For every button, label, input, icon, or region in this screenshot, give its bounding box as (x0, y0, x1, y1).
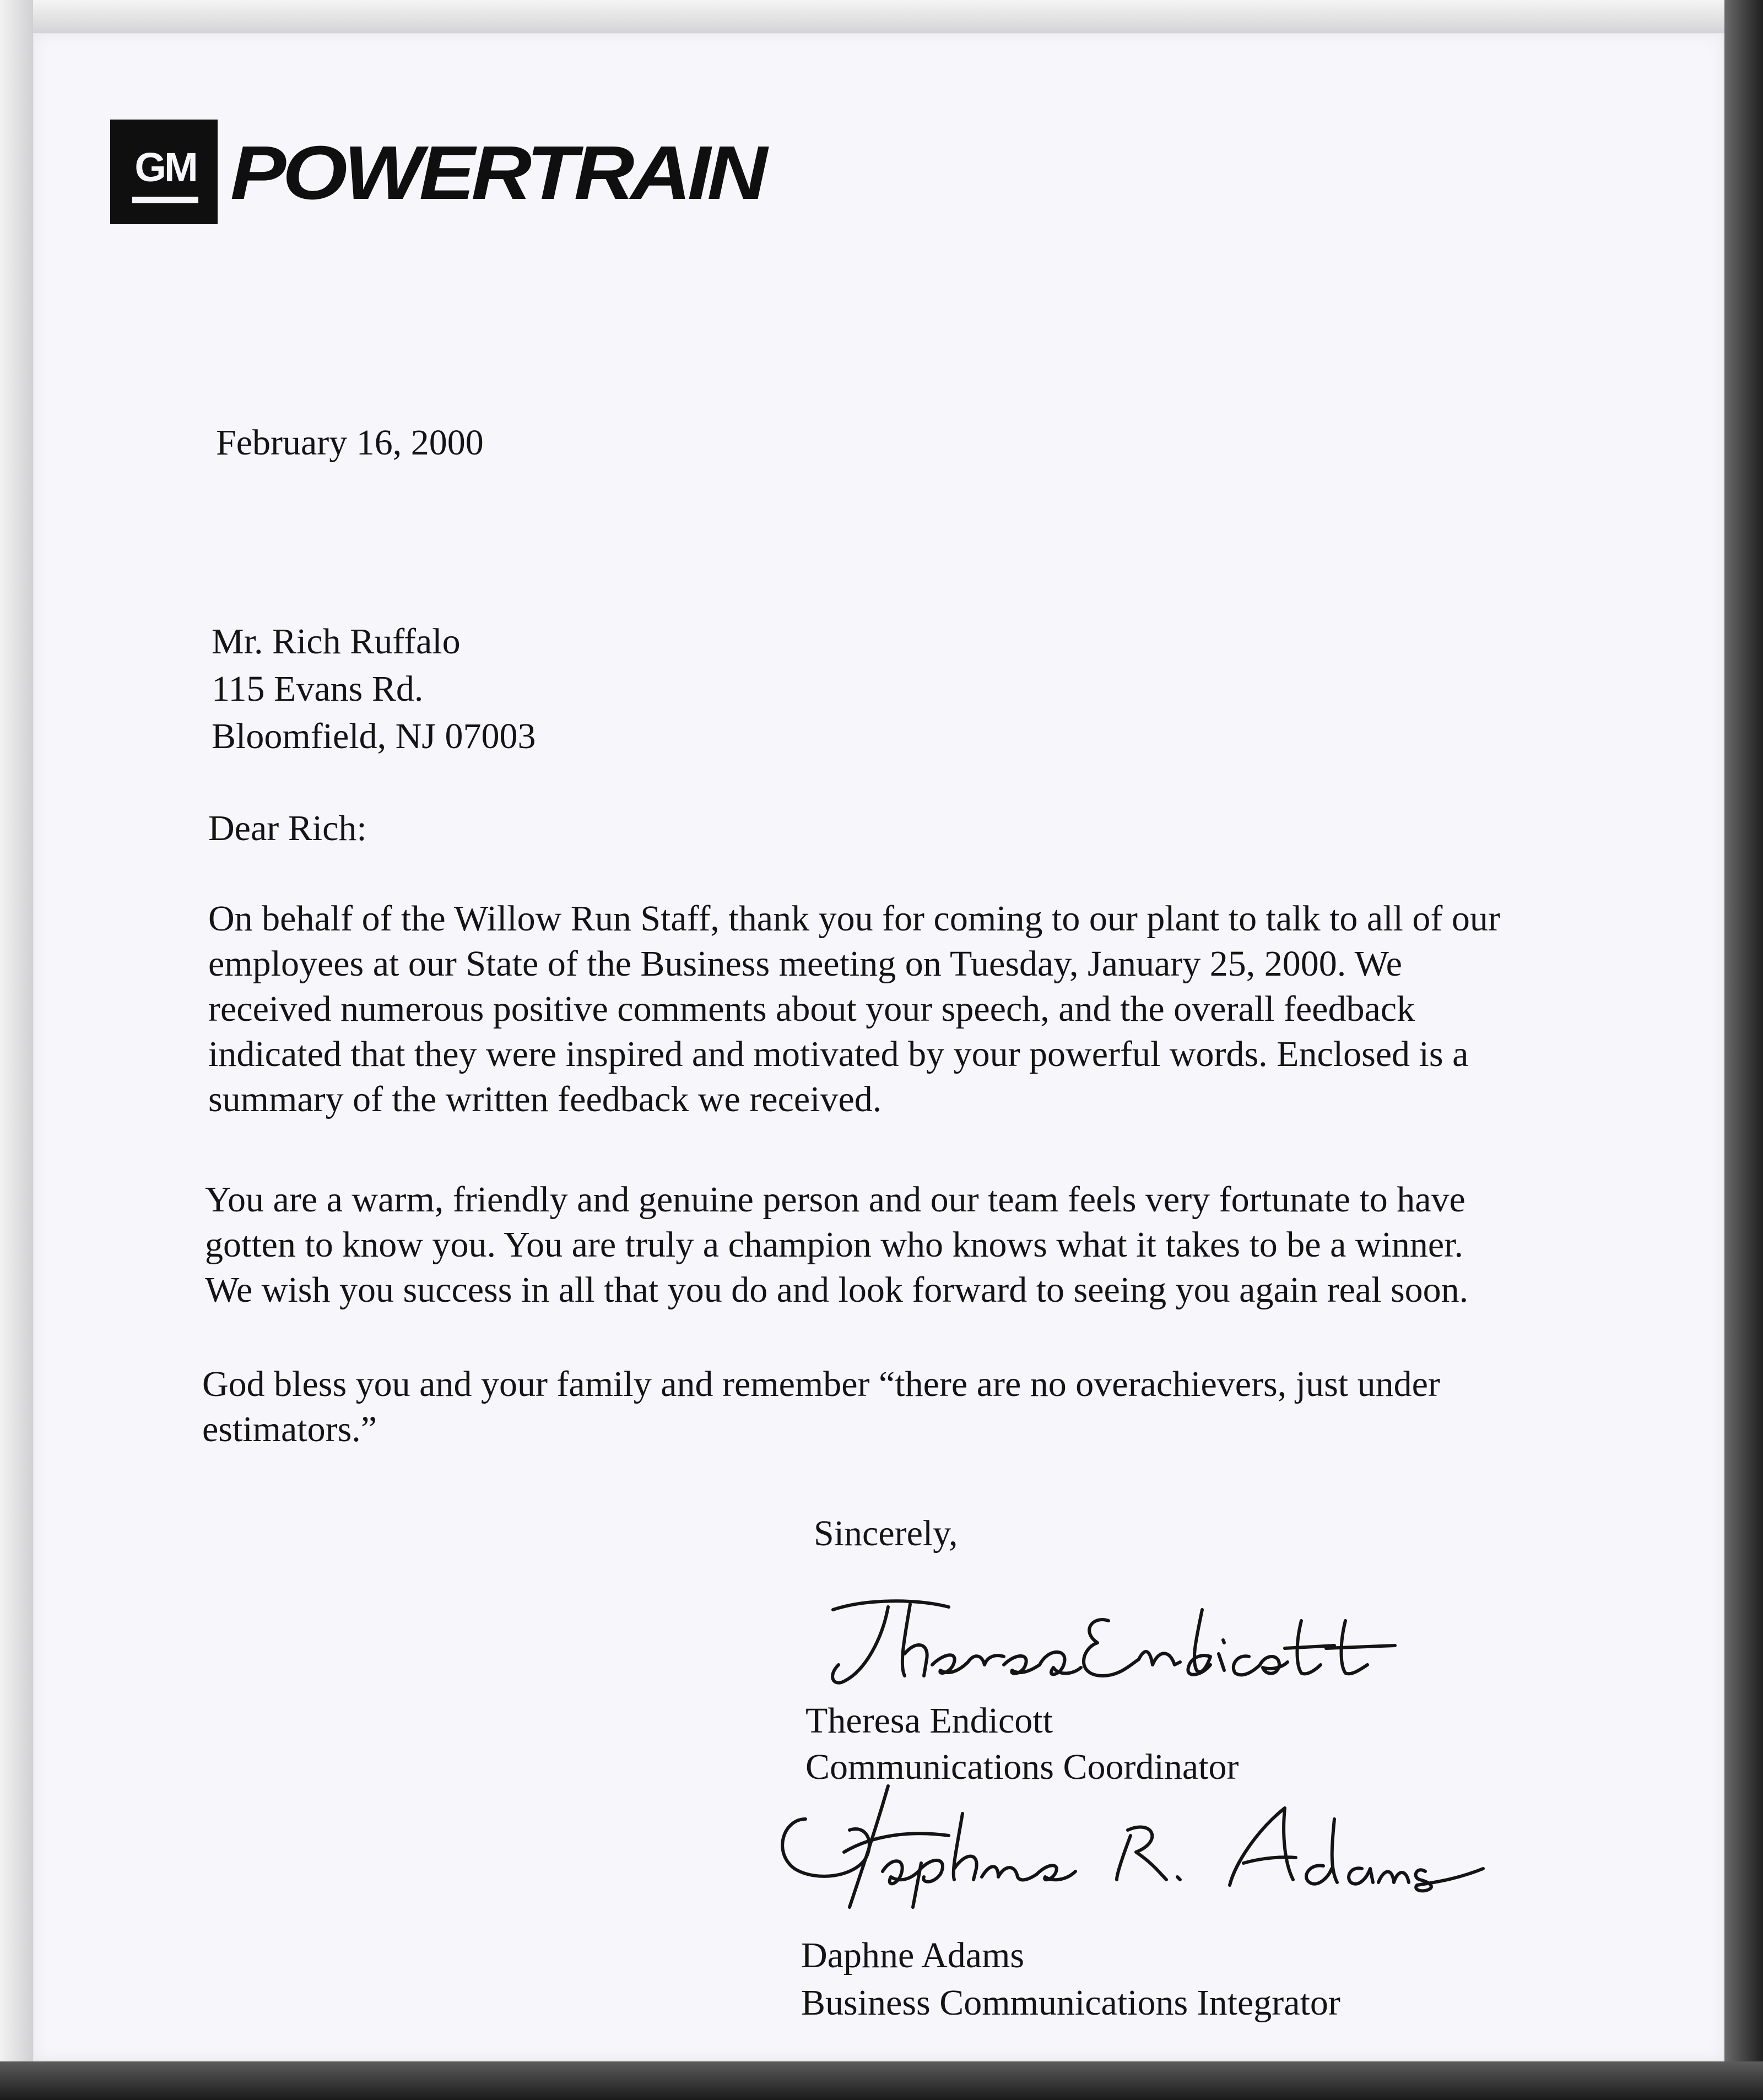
signatory-title: Business Communications Integrator (801, 1983, 1340, 2023)
paragraph-line: summary of the written feedback we received. (208, 1079, 882, 1119)
signatory-block-2 (801, 1932, 1340, 2027)
paragraph-line: received numerous positive comments about your speech, and the overall feedback (208, 989, 1415, 1029)
salutation: Dear Rich: (208, 808, 367, 848)
signatory-name: Daphne Adams (801, 1935, 1025, 1975)
body-paragraph-2 (205, 1177, 1468, 1313)
letter-date: February 16, 2000 (216, 423, 484, 463)
paragraph-line: You are a warm, friendly and genuine person and our team feels very fortunate to have (205, 1179, 1465, 1220)
company-wordmark: POWERTRAIN (230, 131, 764, 215)
signatory-name: Theresa Endicott (805, 1701, 1053, 1741)
signature-theresa-endicott (822, 1588, 1406, 1709)
body-paragraph-1 (208, 896, 1500, 1122)
recipient-street: 115 Evans Rd. (212, 669, 424, 709)
paragraph-line: On behalf of the Willow Run Staff, thank you for coming to our plant to talk to all of our (208, 899, 1500, 939)
recipient-address (212, 618, 536, 760)
frame-bevel-left (0, 0, 33, 2100)
paragraph-line: gotten to know you. You are truly a champion who knows what it takes to be a winner. (205, 1225, 1463, 1265)
frame-bevel-right (1724, 0, 1763, 2100)
paragraph-line: indicated that they were inspired and motivated by your powerful words. Enclosed is a (208, 1034, 1469, 1074)
gm-logo-mark (110, 120, 218, 224)
gm-logo-text: GM (132, 144, 198, 203)
paragraph-line: estimators.” (202, 1409, 377, 1449)
paragraph-line: employees at our State of the Business meeting on Tuesday, January 25, 2000. We (208, 944, 1402, 984)
signatory-title: Communications Coordinator (805, 1747, 1239, 1787)
frame-bevel-top (0, 0, 1763, 33)
recipient-name: Mr. Rich Ruffalo (212, 621, 461, 662)
body-paragraph-3 (202, 1362, 1440, 1452)
signature-daphne-adams (772, 1775, 1500, 1918)
letter-page (34, 34, 1723, 2060)
closing: Sincerely, (814, 1513, 958, 1554)
frame-bevel-bottom (0, 2061, 1763, 2100)
paragraph-line: God bless you and your family and remember “there are no overachievers, just under (202, 1364, 1440, 1404)
paragraph-line: We wish you success in all that you do and look forward to seeing you again real soon. (205, 1270, 1469, 1310)
recipient-city: Bloomfield, NJ 07003 (212, 716, 536, 756)
